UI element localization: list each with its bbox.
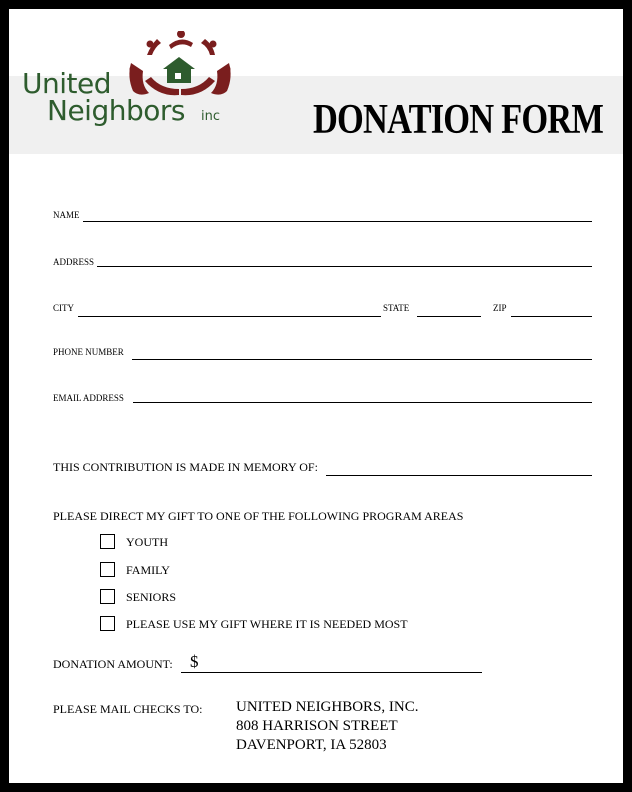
email-field[interactable] <box>133 402 592 403</box>
dollar-sign: $ <box>190 652 199 671</box>
memory-label: THIS CONTRIBUTION IS MADE IN MEMORY OF: <box>53 460 318 474</box>
city-label: CITY <box>53 303 74 313</box>
seniors-label: SENIORS <box>126 590 177 604</box>
mail-line-3: DAVENPORT, IA 52803 <box>236 737 387 753</box>
page-title: DONATION FORM <box>313 97 604 143</box>
youth-label: YOUTH <box>126 535 168 549</box>
form-page <box>9 9 623 783</box>
city-field[interactable] <box>78 316 381 317</box>
address-field[interactable] <box>97 266 592 267</box>
mail-line-2: 808 HARRISON STREET <box>236 718 398 734</box>
address-label: ADDRESS <box>53 257 95 267</box>
name-field[interactable] <box>83 221 592 222</box>
logo-line-1: United <box>22 67 111 100</box>
memory-field[interactable] <box>326 475 592 476</box>
family-label: FAMILY <box>126 563 170 577</box>
logo-line-2: Neighbors <box>47 94 185 127</box>
logo-suffix: inc <box>201 109 220 124</box>
phone-field[interactable] <box>132 359 592 360</box>
youth-checkbox[interactable] <box>100 534 115 549</box>
united-neighbors-logo <box>19 31 239 131</box>
donation-amount-field[interactable] <box>181 672 482 673</box>
donation-amount-label: DONATION AMOUNT: <box>53 657 173 671</box>
needed-most-label: PLEASE USE MY GIFT WHERE IT IS NEEDED MOST <box>126 617 408 631</box>
needed-most-checkbox[interactable] <box>100 616 115 631</box>
state-label: STATE <box>383 303 410 313</box>
direct-gift-label: PLEASE DIRECT MY GIFT TO ONE OF THE FOLLOWING PROGRAM AREAS <box>53 509 464 523</box>
mail-checks-label: PLEASE MAIL CHECKS TO: <box>53 702 203 716</box>
zip-label: ZIP <box>493 303 507 313</box>
email-label: EMAIL ADDRESS <box>53 393 124 403</box>
phone-label: PHONE NUMBER <box>53 347 124 357</box>
family-checkbox[interactable] <box>100 562 115 577</box>
zip-field[interactable] <box>511 316 592 317</box>
mail-line-1: UNITED NEIGHBORS, INC. <box>236 699 419 715</box>
seniors-checkbox[interactable] <box>100 589 115 604</box>
name-label: NAME <box>53 210 80 220</box>
state-field[interactable] <box>417 316 481 317</box>
